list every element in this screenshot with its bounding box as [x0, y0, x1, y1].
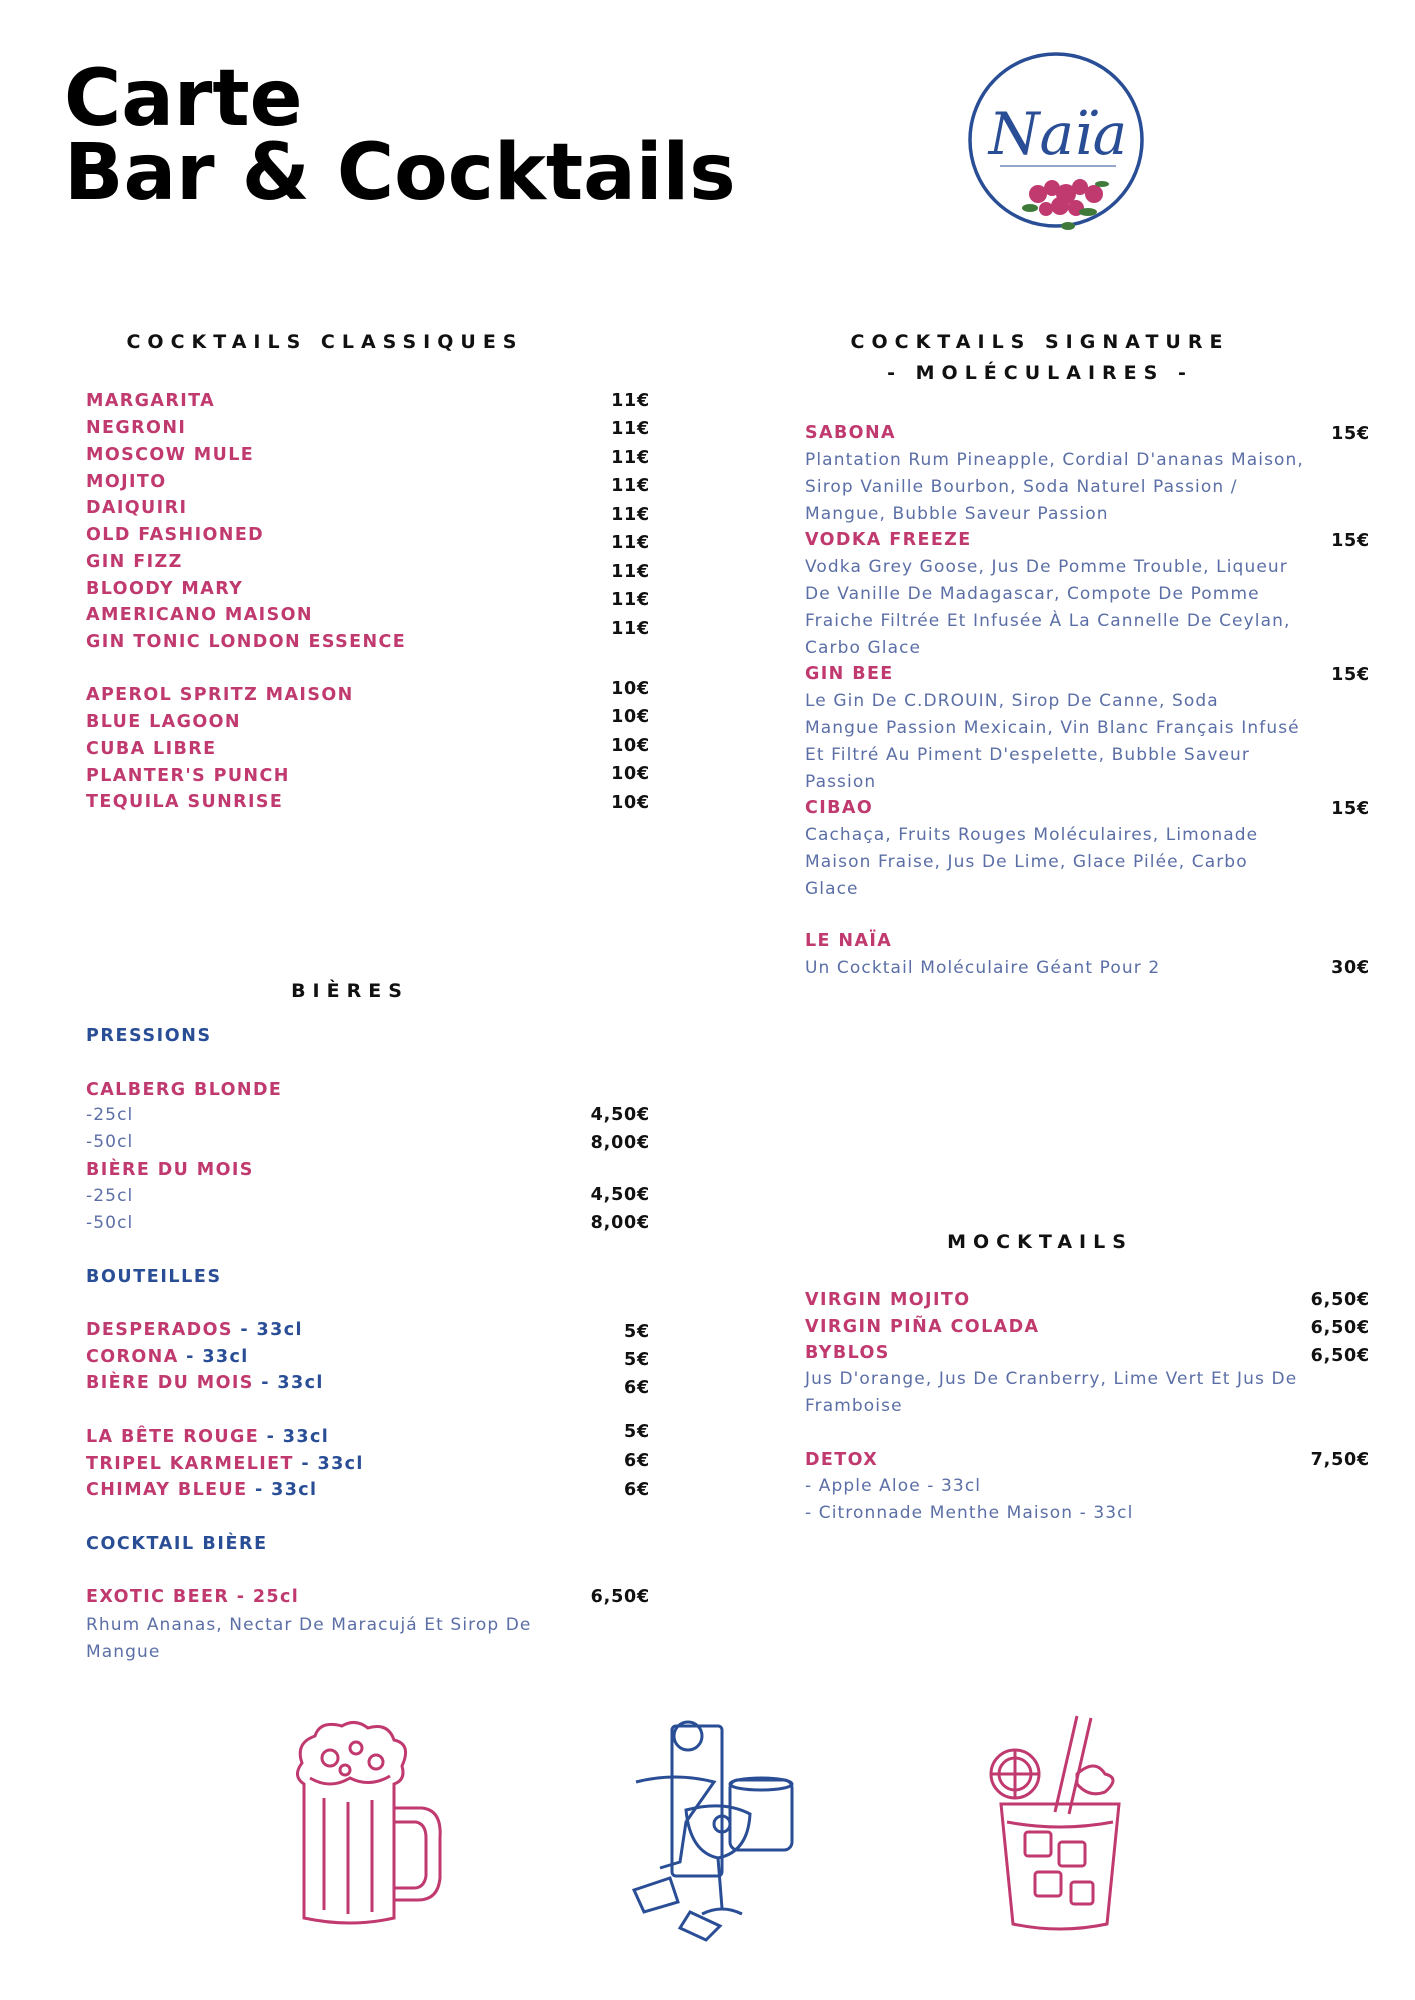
menu-item-name: EXOTIC BEER - 25cl	[86, 1587, 300, 1607]
menu-item-price: 6€	[624, 1378, 650, 1398]
menu-item-price: 5€	[624, 1350, 650, 1370]
desc-line: Mangue Passion Mexicain, Vin Blanc Français Infusé	[805, 718, 1300, 738]
menu-item-name: SABONA	[805, 423, 896, 443]
size-label: -50cl	[86, 1132, 134, 1152]
menu-item-name: OLD FASHIONED	[86, 525, 265, 545]
menu-item-name	[86, 1373, 324, 1393]
menu-item-name: DAIQUIRI	[86, 498, 188, 518]
menu-item-price: 4,50€	[590, 1185, 650, 1205]
menu-item-name: NEGRONI	[86, 418, 187, 438]
menu-item-price: 6,50€	[590, 1587, 650, 1607]
menu-item-name: MARGARITA	[86, 391, 216, 411]
menu-item-name: MOJITO	[86, 472, 167, 492]
desc-line: - Apple Aloe - 33cl	[805, 1476, 982, 1496]
menu-item-price: 11€	[611, 391, 650, 411]
menu-item-name	[86, 1454, 364, 1474]
page-title-line1: Carte	[64, 54, 303, 144]
menu-item-price: 11€	[611, 448, 650, 468]
beer-volume: - 33cl	[253, 1373, 324, 1393]
menu-item-name	[86, 1320, 303, 1340]
menu-item-price: 5€	[624, 1322, 650, 1342]
menu-item-price: 11€	[611, 533, 650, 553]
menu-item-price: 11€	[611, 505, 650, 525]
desc-line: De Vanille De Madagascar, Compote De Pomme	[805, 584, 1260, 604]
menu-item-name: MOSCOW MULE	[86, 445, 255, 465]
desc-line: Et Filtré Au Piment D'espelette, Bubble Saveur	[805, 745, 1251, 765]
desc-line: Carbo Glace	[805, 638, 922, 658]
menu-item-price: 11€	[611, 476, 650, 496]
menu-item-name: LE NAÏA	[805, 931, 893, 951]
menu-item-price: 15€	[1331, 424, 1370, 444]
menu-item-desc: Un Cocktail Moléculaire Géant Pour 2	[805, 958, 1161, 978]
beer-name: BIÈRE DU MOIS	[86, 1373, 254, 1393]
menu-item-price: 6,50€	[1310, 1318, 1370, 1338]
beer-mug-illustration	[290, 1718, 460, 1938]
menu-item-name: GIN FIZZ	[86, 552, 183, 572]
section-title-mocktails: MOCKTAILS	[947, 1231, 1133, 1253]
menu-item-price: 10€	[611, 707, 650, 727]
size-label: -25cl	[86, 1186, 134, 1206]
menu-item-name: BYBLOS	[805, 1343, 890, 1363]
cocktails-illustration	[630, 1712, 810, 1947]
desc-line: Vodka Grey Goose, Jus De Pomme Trouble, Liqueur	[805, 557, 1288, 577]
menu-item-price: 5€	[624, 1422, 650, 1442]
beer-volume: - 33cl	[293, 1454, 364, 1474]
menu-item-price: 15€	[1331, 665, 1370, 685]
menu-item-name: CIBAO	[805, 798, 874, 818]
desc-line: Cachaça, Fruits Rouges Moléculaires, Limonade	[805, 825, 1259, 845]
desc-line: Mangue, Bubble Saveur Passion	[805, 504, 1109, 524]
beer-volume: - 33cl	[178, 1347, 249, 1367]
menu-item-name: GIN BEE	[805, 664, 894, 684]
menu-item-price: 6,50€	[1310, 1346, 1370, 1366]
desc-line: Plantation Rum Pineapple, Cordial D'ananas Maison,	[805, 450, 1304, 470]
section-title-signature: COCKTAILS SIGNATURE	[850, 331, 1230, 353]
beer-name: DESPERADOS	[86, 1320, 233, 1340]
beer-mug-icon	[290, 1718, 460, 1933]
cocktail-glasses-icon	[630, 1712, 810, 1942]
beer-volume: - 33cl	[247, 1480, 318, 1500]
svg-text:Naïa: Naïa	[988, 100, 1128, 168]
menu-item-price: 8,00€	[590, 1213, 650, 1233]
menu-item-price: 10€	[611, 793, 650, 813]
menu-item-price: 11€	[611, 619, 650, 639]
menu-item-price: 8,00€	[590, 1133, 650, 1153]
desc-line: Jus D'orange, Jus De Cranberry, Lime Vert Et Jus De	[805, 1369, 1298, 1389]
mojito-glass-icon	[985, 1712, 1135, 1937]
desc-line: Mangue	[86, 1642, 161, 1662]
page-title	[64, 54, 736, 218]
beer-volume: - 33cl	[232, 1320, 303, 1340]
desc-line: Maison Fraise, Jus De Lime, Glace Pilée, Carbo	[805, 852, 1248, 872]
menu-item-price: 10€	[611, 764, 650, 784]
beer-name: CHIMAY BLEUE	[86, 1480, 248, 1500]
menu-item-name	[86, 1347, 249, 1367]
menu-item-name: APEROL SPRITZ MAISON	[86, 685, 354, 705]
desc-line: Fraiche Filtrée Et Infusée À La Cannelle De Ceylan,	[805, 611, 1291, 631]
menu-item-name	[86, 1480, 317, 1500]
beer-name: LA BÊTE ROUGE	[86, 1427, 260, 1447]
desc-line: Framboise	[805, 1396, 903, 1416]
size-label: -50cl	[86, 1213, 134, 1233]
menu-item-price: 4,50€	[590, 1105, 650, 1125]
menu-item-desc	[86, 1612, 532, 1666]
menu-item-desc	[805, 688, 1300, 796]
menu-item-price: 7,50€	[1310, 1450, 1370, 1470]
menu-item-desc	[805, 447, 1304, 528]
menu-item-name: GIN TONIC LONDON ESSENCE	[86, 632, 407, 652]
menu-item-price: 6€	[624, 1451, 650, 1471]
section-title-classiques: COCKTAILS CLASSIQUES	[126, 331, 524, 353]
section-title-signature-sub: - MOLÉCULAIRES -	[887, 362, 1193, 384]
menu-item-name: TEQUILA SUNRISE	[86, 792, 284, 812]
beer-name: CORONA	[86, 1347, 179, 1367]
bouteilles-label: BOUTEILLES	[86, 1267, 222, 1287]
menu-item-price: 6,50€	[1310, 1290, 1370, 1310]
desc-line: Sirop Vanille Bourbon, Soda Naturel Passion /	[805, 477, 1238, 497]
desc-line: Rhum Ananas, Nectar De Maracujá Et Sirop De	[86, 1615, 532, 1635]
menu-item-price: 11€	[611, 419, 650, 439]
menu-item-name: VIRGIN MOJITO	[805, 1290, 971, 1310]
menu-item-price: 10€	[611, 736, 650, 756]
menu-item-price: 11€	[611, 562, 650, 582]
menu-item-name: CALBERG BLONDE	[86, 1080, 283, 1100]
menu-item-name: CUBA LIBRE	[86, 739, 217, 759]
menu-item-name: BLOODY MARY	[86, 579, 244, 599]
pressions-label: PRESSIONS	[86, 1026, 212, 1046]
size-label: -25cl	[86, 1105, 134, 1125]
menu-item-price: 10€	[611, 679, 650, 699]
menu-item-desc	[805, 822, 1258, 903]
cocktail-biere-label: COCKTAIL BIÈRE	[86, 1534, 268, 1554]
desc-line: Le Gin De C.DROUIN, Sirop De Canne, Soda	[805, 691, 1219, 711]
menu-item-name: DETOX	[805, 1450, 879, 1470]
page-title-line2: Bar & Cocktails	[64, 128, 736, 218]
menu-item-name: PLANTER'S PUNCH	[86, 766, 290, 786]
menu-item-price: 30€	[1331, 958, 1370, 978]
menu-item-desc	[805, 1366, 1297, 1420]
naia-logo	[960, 44, 1160, 254]
beer-volume: - 33cl	[259, 1427, 330, 1447]
menu-item-name: BIÈRE DU MOIS	[86, 1160, 254, 1180]
menu-item-name: VIRGIN PIÑA COLADA	[805, 1317, 1040, 1337]
menu-item-price: 11€	[611, 590, 650, 610]
beer-name: TRIPEL KARMELIET	[86, 1454, 294, 1474]
menu-item-name: VODKA FREEZE	[805, 530, 972, 550]
desc-line: - Citronnade Menthe Maison - 33cl	[805, 1503, 1134, 1523]
menu-item-price: 15€	[1331, 799, 1370, 819]
desc-line: Passion	[805, 772, 877, 792]
menu-item-desc	[805, 1473, 1133, 1527]
logo-emblem-icon	[960, 44, 1160, 254]
menu-item-price: 15€	[1331, 531, 1370, 551]
desc-line: Glace	[805, 879, 859, 899]
menu-item-desc	[805, 554, 1290, 662]
menu-item-name: BLUE LAGOON	[86, 712, 241, 732]
menu-item-price: 6€	[624, 1480, 650, 1500]
menu-item-name: AMERICANO MAISON	[86, 605, 313, 625]
section-title-bieres: BIÈRES	[291, 980, 409, 1002]
cocktail-drink-illustration	[985, 1712, 1135, 1942]
menu-item-name	[86, 1427, 329, 1447]
